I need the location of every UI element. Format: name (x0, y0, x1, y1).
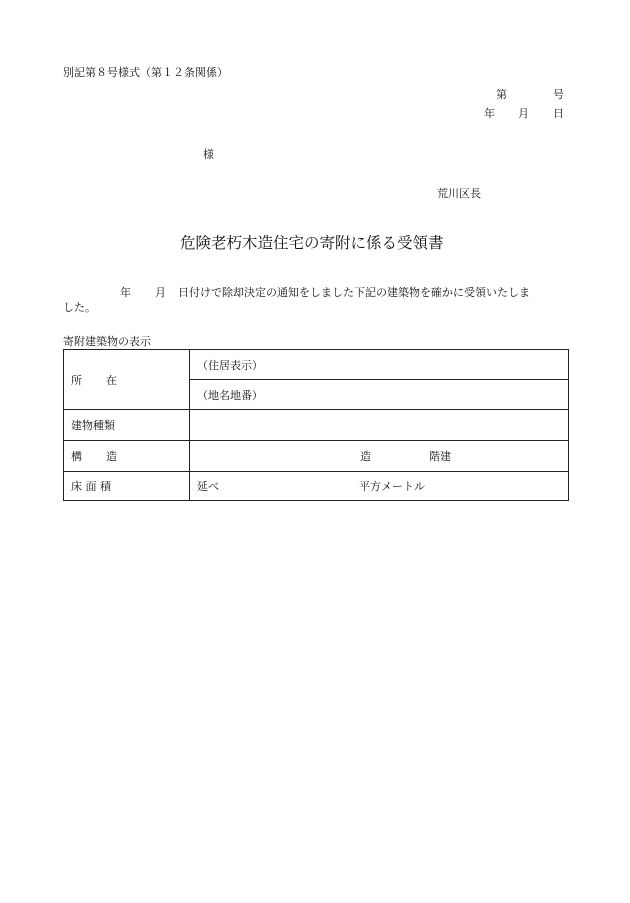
structure-label-cell (64, 441, 190, 472)
structure-label-b: 造 (106, 450, 117, 463)
form-label: 別記第８号様式（第１２条関係） (63, 66, 228, 79)
address-residence: （住居表示） (197, 358, 263, 372)
doc-number-dai: 第 (496, 88, 507, 101)
type-label: 建物種類 (71, 419, 115, 432)
floor-unit: 平方メートル (359, 480, 425, 493)
floor-label-cell (64, 472, 190, 501)
structure-value-a: 造 (360, 450, 371, 463)
doc-number-go: 号 (553, 88, 564, 101)
body-line-1: 日付けで除却決定の通知をしました下記の建築物を確かに受領いたしま (178, 286, 530, 299)
date-day: 日 (553, 107, 564, 120)
body-line-2: した。 (63, 301, 96, 314)
floor-value-cell (190, 472, 569, 501)
floor-prefix: 延べ (197, 480, 219, 493)
structure-label-a: 構 (71, 450, 82, 463)
address-lot-cell (190, 380, 569, 410)
type-label-cell (64, 410, 190, 441)
location-label-cell (64, 350, 190, 410)
issuer: 荒川区長 (437, 187, 481, 200)
location-label-b: 在 (106, 373, 117, 387)
address-lot: （地名地番） (197, 388, 263, 402)
addressee-suffix: 様 (203, 148, 214, 161)
floor-label: 床 面 積 (71, 480, 111, 493)
structure-value-b: 階建 (429, 450, 451, 463)
type-value-cell (190, 410, 569, 441)
table-caption: 寄附建築物の表示 (63, 335, 151, 348)
structure-value-cell (190, 441, 569, 472)
address-residence-cell (190, 350, 569, 380)
document-title: 危険老朽木造住宅の寄附に係る受領書 (180, 234, 444, 252)
body-month: 月 (155, 286, 166, 299)
date-month: 月 (518, 107, 529, 120)
building-info-table (63, 349, 569, 501)
location-label-a: 所 (71, 373, 82, 387)
body-year: 年 (120, 286, 131, 299)
date-year: 年 (484, 107, 495, 120)
